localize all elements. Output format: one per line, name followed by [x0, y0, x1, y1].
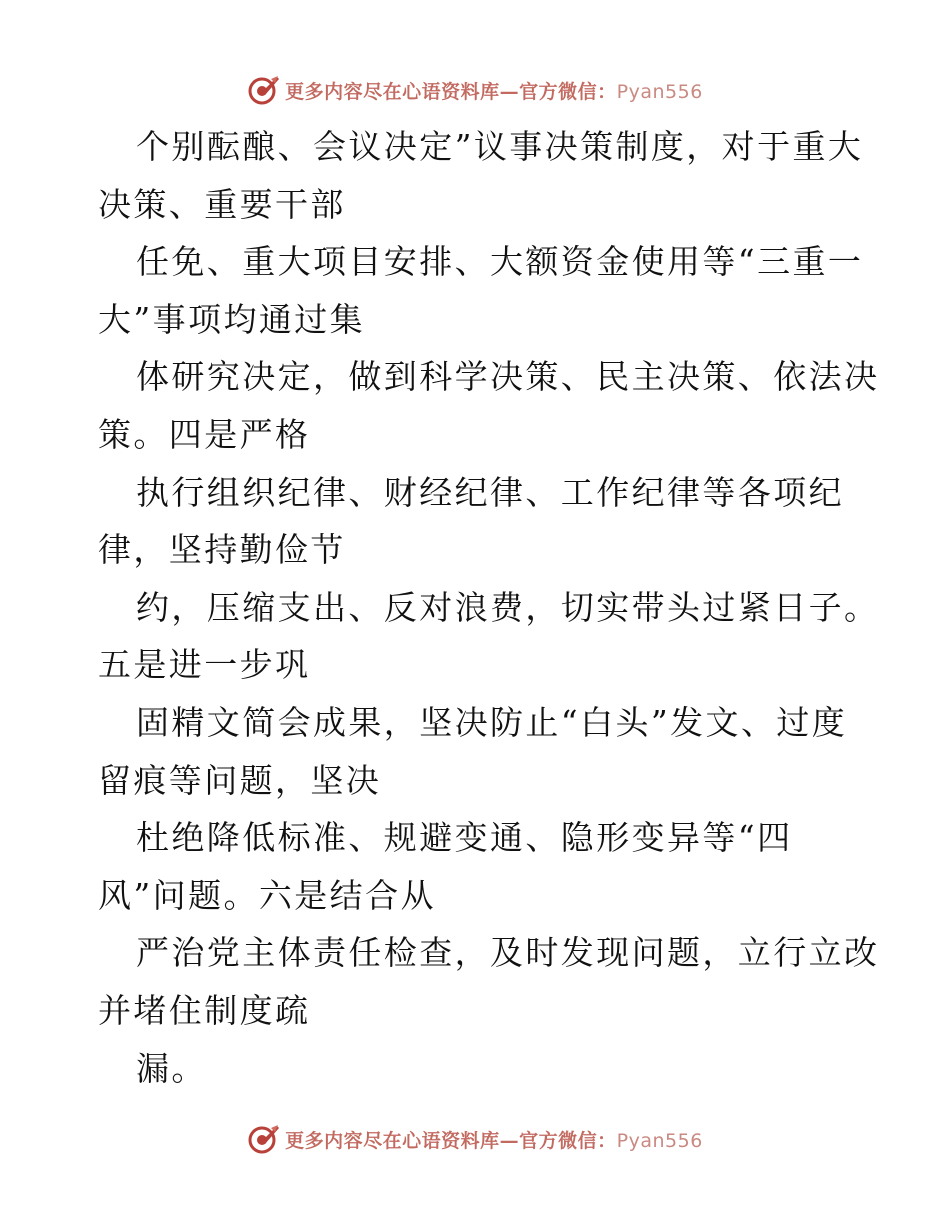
- text-line: 执行组织纪律、财经纪律、工作纪律等各项纪: [136, 472, 844, 512]
- quill-logo-icon: [247, 73, 281, 107]
- text-line: 决策、重要干部: [98, 184, 346, 224]
- text-line: 律，坚持勤俭节: [98, 530, 346, 570]
- text-line: 任免、重大项目安排、大额资金使用等“三重一: [136, 242, 864, 282]
- text-line: 个别酝酿、会议决定”议事决策制度，对于重大: [136, 127, 864, 166]
- header-wechat-id: Pyan556: [616, 80, 703, 103]
- text-line: 固精文简会成果，坚决防止“白头”发文、过度: [136, 702, 848, 742]
- header-banner: [0, 72, 950, 108]
- quill-logo-icon: [247, 1122, 281, 1156]
- text-line: 严治党主体责任检查，及时发现问题，立行立改: [136, 933, 880, 973]
- text-line: 大”事项均通过集: [98, 299, 366, 339]
- text-line: 五是进一步巩: [98, 645, 311, 685]
- footer-wechat-id: Pyan556: [616, 1129, 703, 1152]
- text-line: 约，压缩支出、反对浪费，切实带头过紧日子。: [136, 587, 880, 627]
- text-line: 并堵住制度疏: [98, 990, 311, 1030]
- text-line: 策。四是严格: [98, 414, 311, 454]
- text-line: 留痕等问题，坚决: [98, 760, 382, 800]
- body-text: [98, 118, 880, 1097]
- text-line: 体研究决定，做到科学决策、民主决策、依法决: [136, 357, 880, 397]
- footer-banner-text: 更多内容尽在心语资料库—官方微信：Pyan556: [285, 1129, 703, 1152]
- header-banner-text: 更多内容尽在心语资料库—官方微信：Pyan556: [285, 80, 703, 103]
- text-line: 漏。: [136, 1048, 207, 1088]
- text-line: 杜绝降低标准、规避变通、隐形变异等“四: [136, 818, 793, 858]
- footer-banner: [0, 1121, 950, 1157]
- text-line: 风”问题。六是结合从: [98, 875, 436, 915]
